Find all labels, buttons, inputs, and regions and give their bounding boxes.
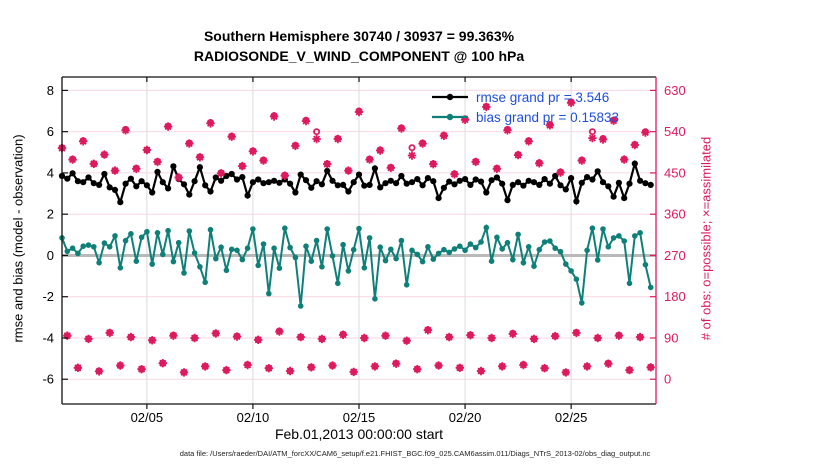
left-tick-label: 8 — [46, 82, 54, 98]
data-file-footnote: data file: /Users/raeder/DAI/ATM_forcXX/CAM6_setup/f.e21.FHIST_BGC.f09_025.CAM6assim.011/Diags_NTrS_2013-02/obs_diag_output.nc — [179, 449, 651, 458]
right-tick-label: 360 — [664, 206, 686, 222]
left-tick-label: 6 — [46, 124, 54, 140]
left-tick-label: 2 — [46, 206, 54, 222]
right-tick-label: 0 — [664, 371, 672, 387]
right-tick-label: 540 — [664, 124, 686, 140]
bias-legend-sample-icon — [430, 110, 470, 124]
right-axis-label: # of obs: o=possible; ×=assimilated — [698, 136, 714, 341]
left-tick-label: 4 — [46, 165, 54, 181]
left-tick-label: -2 — [42, 289, 54, 305]
figure-title-line1: Southern Hemisphere 30740 / 30937 = 99.363% — [203, 28, 515, 44]
x-axis-label: Feb.01,2013 00:00:00 start — [274, 426, 444, 442]
rmse-series — [59, 161, 654, 206]
right-tick-label: 180 — [664, 289, 686, 305]
left-tick-label: -6 — [42, 371, 54, 387]
left-tick-label: -4 — [42, 330, 54, 346]
x-tick-label: 02/10 — [236, 410, 270, 425]
x-tick-label: 02/20 — [448, 410, 482, 425]
legend — [430, 87, 619, 127]
rmse-legend-sample-icon — [430, 90, 470, 104]
left-tick-label: 0 — [46, 247, 54, 263]
left-axis-label: rmse and bias (model - observation) — [10, 134, 26, 343]
right-tick-label: 90 — [664, 330, 679, 346]
figure-title-line2: RADIOSONDE_V_WIND_COMPONENT @ 100 hPa — [193, 48, 525, 64]
legend-label-bias: bias grand pr = 0.15833 — [476, 109, 619, 125]
right-tick-label: 630 — [664, 82, 686, 98]
legend-item-rmse — [430, 87, 619, 107]
x-tick-label: 02/05 — [130, 410, 164, 425]
right-tick-label: 270 — [664, 247, 686, 263]
x-tick-label: 02/15 — [342, 410, 376, 425]
x-tick-label: 02/25 — [554, 410, 588, 425]
right-tick-label: 450 — [664, 165, 686, 181]
legend-label-rmse: rmse grand pr = 3.546 — [476, 89, 610, 105]
legend-item-bias — [430, 107, 619, 127]
bias-series — [59, 225, 653, 309]
